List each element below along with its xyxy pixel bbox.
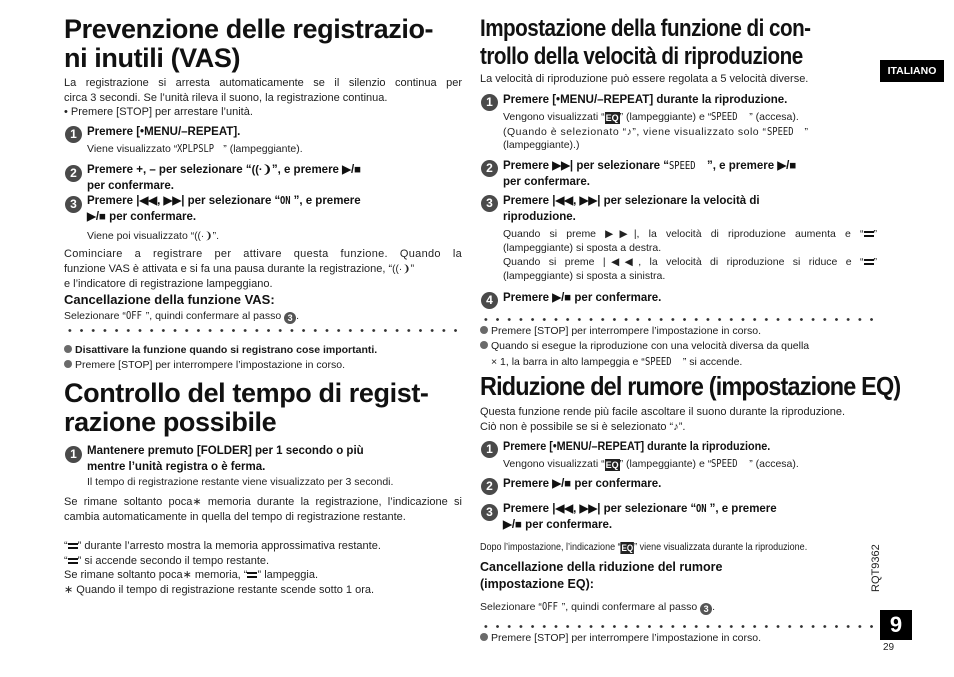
time-title-line-1: Controllo del tempo di regist-	[64, 378, 429, 408]
lcd-off: OFF	[541, 600, 558, 613]
speed-step-3-number: 3	[481, 195, 498, 212]
speed-step-4: Premere ▶/■ per confermare.	[503, 292, 662, 304]
section-number: 9	[880, 610, 912, 640]
speed-step-3	[503, 193, 877, 225]
text: ▶/■ per confermare.	[503, 519, 613, 531]
text: ” si accende secondo il tempo restante.	[77, 554, 270, 567]
text: “	[64, 540, 68, 552]
eq-indicator-icon: EQ	[605, 460, 619, 470]
eq-step-3	[503, 501, 877, 533]
speed-step-2	[503, 158, 877, 190]
text: Dopo l’impostazione, l’indicazione “	[480, 542, 621, 553]
vas-note	[64, 247, 462, 292]
text: .	[296, 310, 299, 322]
eq-step-3-number: 3	[481, 504, 498, 521]
time-step-1-sub: Il tempo di registrazione restante viene visualizzato per 3 secondi.	[87, 476, 394, 488]
text: (lampeggiante) si sposta a sinistra.	[503, 270, 666, 282]
divider-dots	[480, 625, 878, 628]
speed-title-line-2: trollo della velocità di riproduzione	[480, 43, 803, 70]
speed-step-1: Premere [•MENU/–REPEAT] durante la riproduzione.	[503, 94, 788, 106]
vas-warnings	[64, 343, 462, 373]
text: ”, e premere	[709, 503, 777, 515]
text: Premere [STOP] per interrompere l’impostazione in corso.	[491, 325, 761, 337]
lcd-on: ON	[696, 502, 707, 515]
vas-icon: ((·❩	[194, 231, 213, 242]
vas-intro-line-3: • Premere [STOP] per arrestare l’unità.	[64, 106, 253, 118]
text: Selezionare “	[64, 310, 126, 322]
time-desc	[64, 495, 462, 524]
text: Premere |◀◀, ▶▶| per selezionare “	[87, 195, 281, 207]
text: (lampeggiante).)	[503, 139, 580, 151]
text: ”	[873, 228, 877, 240]
lcd-xplpslp: XPLPSLP	[177, 142, 215, 155]
text: cambia automaticamente in quella del tempo di registrazione restante.	[64, 510, 406, 523]
text: mentre l’unità registra o è ferma.	[87, 461, 266, 473]
vas-step-2-number: 2	[65, 165, 82, 182]
vas-step-1: Premere [•MENU/–REPEAT].	[87, 126, 241, 138]
vas-icon: ((·❩	[251, 164, 272, 176]
vas-title-line-2: ni inutili (VAS)	[64, 43, 241, 73]
text: Disattivare la funzione quando si registrano cose importanti.	[75, 344, 378, 356]
eq-indicator-icon: EQ	[605, 113, 619, 123]
vas-intro-line-2: circa 3 secondi. Se l’unità rileva il suono, la registrazione continua.	[64, 91, 388, 104]
lcd-speed: SPEED	[711, 110, 738, 123]
text: riproduzione.	[503, 211, 576, 223]
text: Mantenere premuto [FOLDER] per 1 secondo o più	[87, 445, 364, 457]
language-tab: ITALIANO	[880, 60, 944, 82]
text: ” lampeggia.	[257, 569, 319, 581]
text: ”.	[678, 420, 686, 433]
step-3-reference: 3	[700, 603, 712, 615]
text: (Quando è selezionato “	[503, 125, 627, 138]
vas-cancel-text	[64, 309, 299, 324]
time-indicators	[64, 539, 462, 597]
bullet-icon	[480, 341, 488, 349]
lcd-speed: SPEED	[766, 124, 794, 138]
lcd-speed: SPEED	[644, 355, 672, 368]
text: ”.	[212, 230, 219, 242]
text: Vengono visualizzati “	[503, 111, 605, 123]
text: Ciò non è possibile se si è selezionato “	[480, 420, 674, 433]
text: ” si accende.	[682, 356, 743, 368]
speed-step-4-number: 4	[481, 292, 498, 309]
eq-intro	[480, 405, 878, 434]
bullet-icon	[480, 633, 488, 641]
divider-dots	[64, 329, 462, 332]
text: ”, e premere	[293, 195, 361, 207]
vas-note-line-3: e l’indicatore di registrazione lampeggiano.	[64, 278, 273, 290]
memory-bar-icon	[68, 543, 78, 549]
speed-title	[480, 15, 811, 71]
text: Premere |◀◀, ▶▶| per selezionare “	[503, 503, 697, 515]
speed-notes	[480, 324, 878, 370]
eq-step-1: Premere [•MENU/–REPEAT] durante la riproduzione.	[503, 441, 771, 453]
speed-step-3-sub	[503, 227, 877, 283]
document-code: RQT9362	[870, 544, 882, 592]
text: Premere +, – per selezionare “	[87, 164, 252, 176]
vas-title-line-1: Prevenzione delle registrazio-	[64, 14, 434, 44]
page-number: 29	[883, 642, 895, 653]
vas-step-3-sub	[87, 229, 219, 244]
vas-step-3-number: 3	[65, 196, 82, 213]
speed-bar-icon	[864, 259, 874, 265]
eq-step-2: Premere ▶/■ per confermare.	[503, 478, 662, 490]
time-step-1	[87, 443, 457, 475]
text: ”	[804, 125, 809, 138]
text: ”	[873, 256, 877, 268]
text: ”, viene visualizzato solo “	[632, 125, 767, 138]
text: .	[712, 601, 715, 613]
text: ”, e premere ▶/■	[271, 164, 362, 176]
eq-cancel-text	[480, 600, 715, 615]
vas-icon: ((·❩	[392, 263, 411, 275]
text: Viene poi visualizzato “	[87, 230, 195, 242]
vas-step-1-sub	[87, 142, 303, 156]
text: ” (accesa).	[749, 458, 799, 470]
text: Cancellazione della riduzione del rumore	[480, 560, 723, 574]
lcd-speed: SPEED	[711, 457, 738, 470]
text: ” durante l’arresto mostra la memoria approssimativa restante.	[77, 540, 381, 552]
text: ”, quindi confermare al passo	[561, 601, 698, 613]
text: Quando si preme |◀◀, la velocità di riproduzione si riduce e “	[503, 256, 864, 268]
text: ”, quindi confermare al passo	[145, 310, 282, 322]
lcd-off: OFF	[125, 309, 142, 322]
memory-bar-icon	[247, 572, 257, 578]
step-3-reference: 3	[284, 312, 296, 324]
text: ” (lampeggiante).	[223, 143, 303, 155]
speed-title-line-1: Impostazione della funzione di con-	[480, 15, 811, 42]
bullet-icon	[480, 326, 488, 334]
text: Quando si preme ▶▶|, la velocità di riproduzione aumenta e “	[503, 228, 864, 240]
eq-step-2-number: 2	[481, 478, 498, 495]
eq-step-1-number: 1	[481, 441, 498, 458]
bullet-icon	[64, 360, 72, 368]
speed-bar-icon	[864, 231, 874, 237]
eq-after-note	[480, 541, 807, 555]
eq-title: Riduzione del rumore (impostazione EQ)	[480, 371, 901, 401]
eq-cancel-title	[480, 559, 722, 593]
time-step-1-number: 1	[65, 446, 82, 463]
text: Premere [STOP] per interrompere l’impostazione in corso.	[75, 359, 345, 371]
text: ” (accesa).	[749, 111, 799, 123]
text: (lampeggiante) si sposta a destra.	[503, 242, 662, 254]
eq-step-1-sub	[503, 457, 799, 471]
text: ” (lampeggiante) e “	[619, 458, 712, 470]
text: per confermare.	[87, 180, 174, 192]
text: (impostazione EQ):	[480, 577, 594, 591]
speed-step-1-sub	[503, 110, 877, 153]
vas-step-1-number: 1	[65, 126, 82, 143]
text: Viene visualizzato “	[87, 143, 178, 155]
time-title	[64, 379, 429, 437]
speed-intro: La velocità di riproduzione può essere regolata a 5 velocità diverse.	[480, 73, 809, 85]
text: ” (lampeggiante) e “	[619, 111, 712, 123]
text: Premere [STOP] per interrompere l’impostazione in corso.	[491, 632, 761, 644]
text: Vengono visualizzati “	[503, 458, 605, 470]
text: ∗ Quando il tempo di registrazione restante scende sotto 1 ora.	[64, 583, 375, 596]
text: “	[64, 554, 68, 567]
eq-indicator-icon: EQ	[621, 543, 634, 553]
memory-bar-icon	[68, 558, 78, 564]
text: Selezionare “	[480, 601, 542, 613]
lcd-speed: SPEED	[669, 159, 696, 172]
vas-title	[64, 15, 433, 73]
divider-dots	[480, 318, 878, 321]
text: Quando si esegue la riproduzione con una velocità diversa da quella	[491, 340, 810, 352]
text: Premere ▶▶| per selezionare “	[503, 160, 670, 172]
text: ” viene visualizzata durante la riproduzione.	[634, 542, 808, 553]
text: Premere |◀◀, ▶▶| per selezionare la velocità di	[503, 195, 760, 207]
speed-step-1-number: 1	[481, 94, 498, 111]
text: Questa funzione rende più facile ascoltare il suono durante la riproduzione.	[480, 406, 846, 418]
eq-note	[480, 631, 761, 646]
text: Se rimane soltanto poca∗ memoria, “	[64, 569, 248, 581]
note-icon: ♪	[673, 420, 679, 433]
text: × 1, la barra in alto lampeggia e “	[491, 356, 645, 368]
vas-note-line-1: Cominciare a registrare per attivare questa funzione. Quando la	[64, 248, 462, 260]
time-title-line-2: razione possibile	[64, 407, 277, 437]
text: funzione VAS è attivata e si fa una pausa durante la registrazione, “	[64, 262, 393, 275]
vas-cancel-title: Cancellazione della funzione VAS:	[64, 292, 275, 307]
note-icon: ♪	[626, 125, 633, 138]
speed-step-2-number: 2	[481, 160, 498, 177]
vas-intro	[64, 76, 462, 120]
lcd-on: ON	[280, 194, 291, 207]
text: ▶/■ per confermare.	[87, 211, 197, 223]
vas-step-2	[87, 162, 457, 194]
bullet-icon	[64, 345, 72, 353]
text: per confermare.	[503, 176, 590, 188]
text: ”	[410, 262, 415, 275]
text: ”, e premere ▶/■	[707, 160, 797, 172]
vas-step-3	[87, 193, 457, 225]
text: Se rimane soltanto poca∗ memoria durante la registrazione, l’indicazione si	[64, 496, 462, 508]
vas-intro-line-1: La registrazione si arresta automaticamente se il silenzio continua per	[64, 77, 462, 89]
